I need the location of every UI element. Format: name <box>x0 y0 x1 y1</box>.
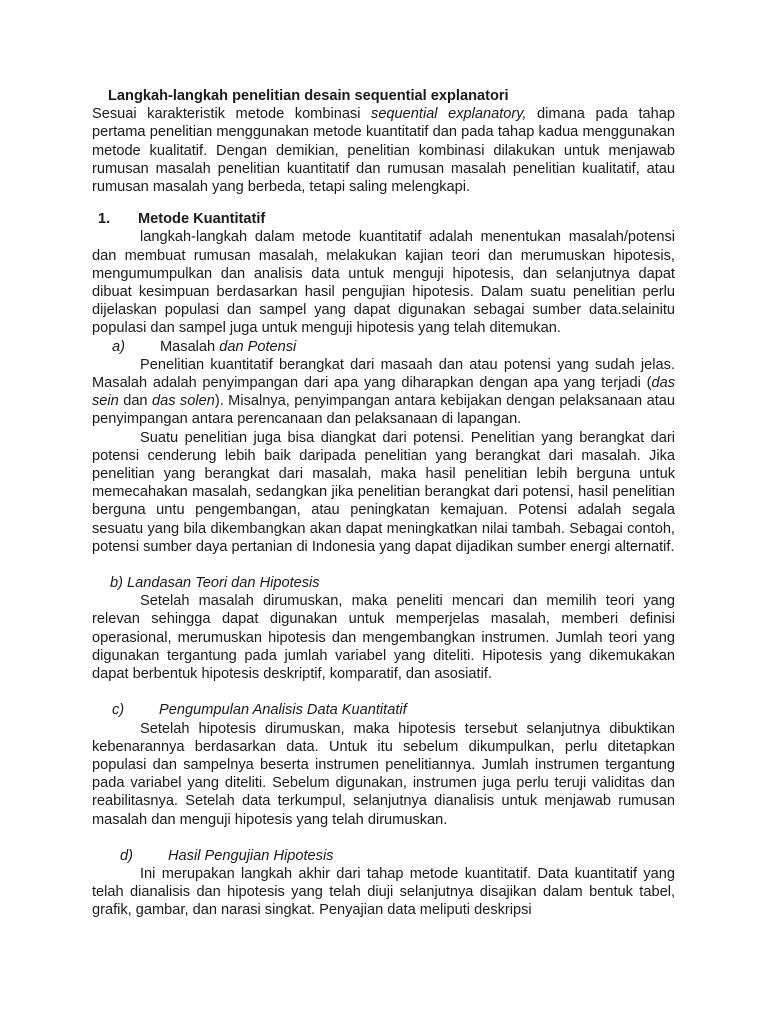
sub-b-heading <box>92 574 675 592</box>
sub-a-p1-c: ). Misalnya, penyimpangan antara kebijakan dengan pelaksanaan atau penyimpangan antara perencanaan dan pelaksanaan di lapangan. <box>92 393 675 428</box>
sub-a-heading <box>92 338 675 356</box>
sub-a-p1-b: dan <box>118 393 152 410</box>
sub-d-title: Hasil Pengujian Hipotesis <box>168 847 334 864</box>
sub-a-title-plain: Masalah <box>160 338 220 355</box>
sub-b-title: b) Landasan Teori dan Hipotesis <box>110 575 320 592</box>
intro-text-em: sequential explanatory, <box>371 106 527 123</box>
sub-a-p1-em1: das sein <box>92 375 675 410</box>
sub-b-body: Setelah masalah dirumuskan, maka peneliti mencari dan memilih teori yang relevan sehingga dapat digunakan untuk memperjelas masalah, memberi definisi operasional, merumuskan hipotesis dan mengembangkan instrumen. Jumlah teori yang digunakan tergantung pada jumlah variabel yang diteliti. Hipotesis yang dikemukakan dapat berbentuk hipotesis deskriptif, komparatif, dan asosiatif. <box>92 593 675 683</box>
document-title: Langkah-langkah penelitian desain sequential explanatori <box>108 88 509 104</box>
document-page <box>92 87 675 920</box>
sub-d-heading <box>92 847 675 865</box>
intro-paragraph <box>92 105 675 196</box>
sub-c-heading <box>92 701 675 719</box>
section-1-title: Metode Kuantitatif <box>138 211 266 228</box>
section-1-body: langkah-langkah dalam metode kuantitatif adalah menentukan masalah/potensi dan membuat rumusan masalah, melakukan kajian teori dan merumuskan hipotesis, mengumumpulkan dan analisis data untuk menguji hipotesis, dan selanjutnya dapat dibuat kesimpuan berdasarkan hasil pengujian hipotesis. Dalam suatu penelitian perlu dijelaskan populasi dan sampel yang dapat digunakan sebagai sumber data.selainitu populasi dan sampel juga untuk menguji hipotesis yang telah ditemukan. <box>92 229 675 337</box>
section-1-number: 1. <box>98 211 111 228</box>
sub-a-title-em: dan Potensi <box>219 338 297 355</box>
sub-a-label: a) <box>112 338 125 355</box>
sub-d-body: Ini merupakan langkah akhir dari tahap metode kuantitatif. Data kuantitatif yang telah dianalisis dan hipotesis yang telah diuji selanjutnya disajikan dalam bentuk tabel, grafik, gambar, dan narasi singkat. Penyajian data meliputi deskripsi <box>92 865 675 919</box>
sub-c-body: Setelah hipotesis dirumuskan, maka hipotesis tersebut selanjutnya dibuktikan kebenarannya berdasarkan data. Untuk itu sebelum dikumpulkan, perlu ditetapkan populasi dan sampelnya beserta instrumen penelitiannya. Jumlah instrumen tergantung pada variabel yang diteliti. Sebelum digunakan, instrumen juga perlu teruji validitas dan reabilitasnya. Setelah data terkumpul, selanjutnya dianalisis untuk menjawab rumusan masalah dan menguji hipotesis yang telah dirumuskan. <box>92 720 675 828</box>
sub-a-p1-em2: das solen <box>151 393 215 410</box>
sub-a-title <box>160 338 296 356</box>
sub-a-paragraph-2: Suatu penelitian juga bisa diangkat dari potensi. Penelitian yang berangkat dari potensi cenderung lebih baik daripada penelitian yang berangkat dari masalah. Jika penelitian yang berangkat dari masalah, maka hasil penelitian lebih berguna untuk memecahakan masalah, sedangkan jika penelitian berangkat dari potensi, hasil penelitian berguna untu pengembangan, atau peningkatan kemajuan. Potensi adalah segala sesuatu yang bila dikembangkan akan dapat meningkatkan nilai tambah. Sebagai contoh, potensi sumber daya pertanian di Indonesia yang dapat dijadikan sumber energi alternatif. <box>92 429 675 555</box>
intro-text-a: Sesuai karakteristik metode kombinasi <box>92 106 372 123</box>
sub-c-label: c) <box>112 702 125 719</box>
sub-a-paragraph-1 <box>92 356 675 429</box>
section-1-heading <box>92 210 675 228</box>
sub-d-label: d) <box>120 847 133 864</box>
sub-c-title: Pengumpulan Analisis Data Kuantitatif <box>159 702 407 719</box>
intro-text-b: dimana pada tahap pertama penelitian menggunakan metode kuantitatif dan pada tahap kadua menggunakan metode kualitatif. Dengan demikian, penelitian kombinasi dilakukan untuk menjawab rumusan masalah penelitian kuantitatif dan rumusan masalah penelitian kualitatif, atau rumusan masalah yang berbeda, tetapi saling melengkapi. <box>92 106 675 196</box>
sub-a-p1-a: Penelitian kuantitatif berangkat dari masaah dan atau potensi yang sudah jelas. Masalah adalah penyimpangan dari apa yang diharapkan dengan apa yang terjadi ( <box>92 356 675 392</box>
